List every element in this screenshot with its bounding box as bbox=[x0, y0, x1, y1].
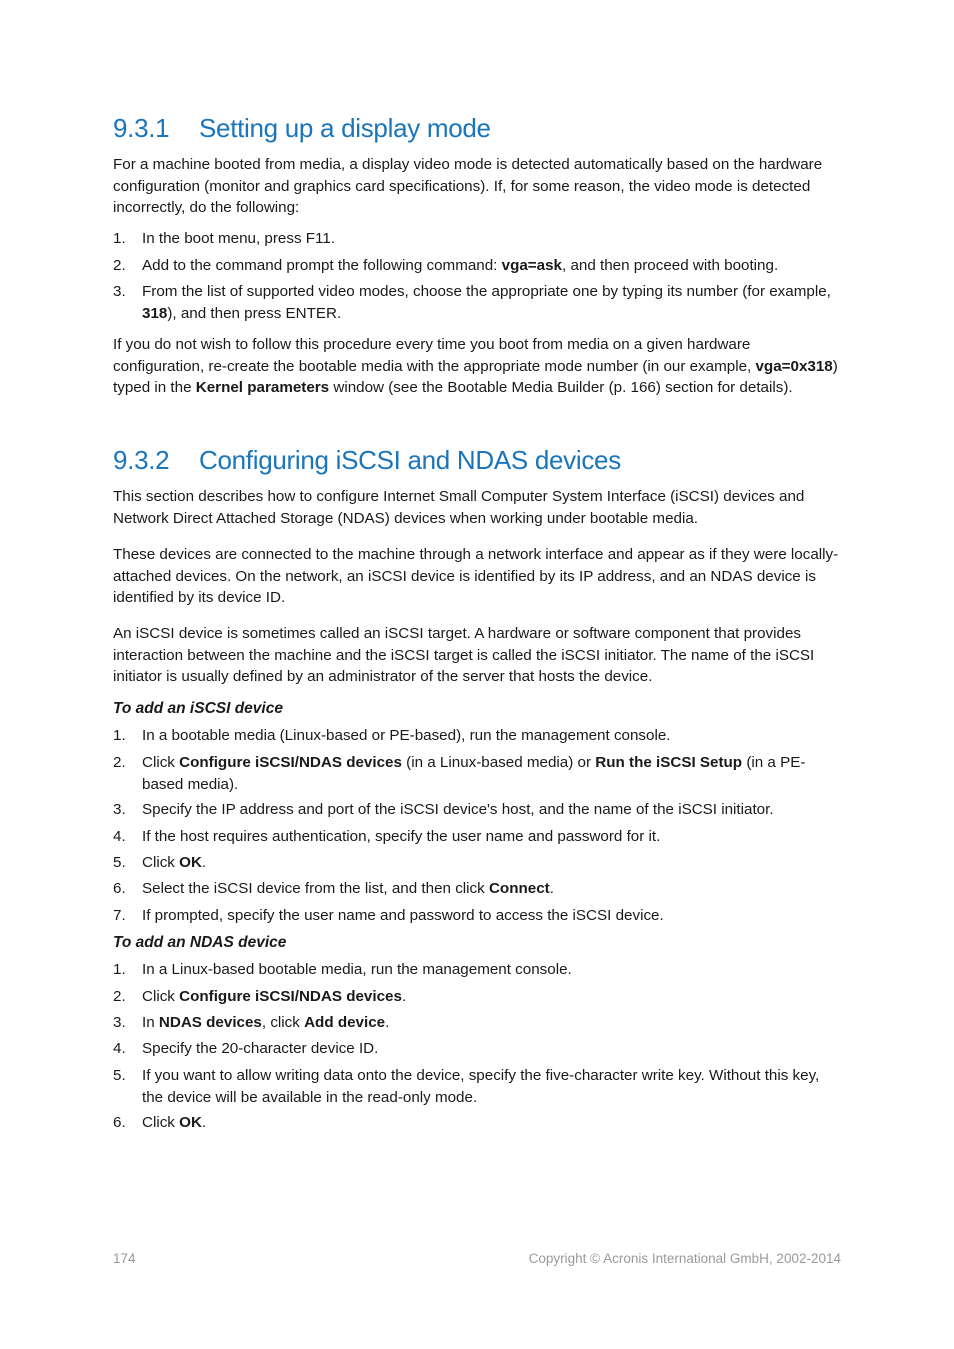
section-heading-iscsi-ndas bbox=[113, 445, 621, 476]
list-item: 2. Click Configure iSCSI/NDAS devices. bbox=[113, 988, 407, 1005]
section-number: 9.3.2 bbox=[113, 445, 170, 475]
copyright-notice: Copyright © Acronis International GmbH, 2002-2014 bbox=[528, 1251, 841, 1266]
list-item: 1. In a Linux-based bootable media, run the management console. bbox=[113, 961, 572, 978]
paragraph: An iSCSI device is sometimes called an iSCSI target. A hardware or software component that provides interaction between the machine and the iSCSI target is called the iSCSI initiator. The name of the iSCSI initiator is usually defined by an administrator of the server that hosts the device. bbox=[113, 625, 815, 685]
list-item: 1. In the boot menu, press F11. bbox=[113, 230, 336, 247]
subheading-add-iscsi: To add an iSCSI device bbox=[113, 700, 283, 717]
section-heading-display-mode bbox=[113, 113, 491, 144]
list-item: 4. Specify the 20-character device ID. bbox=[113, 1040, 379, 1057]
paragraph: This section describes how to configure Internet Small Computer System Interface (iSCSI) devices and Network Direct Attached Storage (NDAS) devices when working under bootable media. bbox=[113, 488, 805, 527]
list-item: 2. Add to the command prompt the following command: vga=ask, and then proceed with booting. bbox=[113, 257, 779, 274]
section-title: Configuring iSCSI and NDAS devices bbox=[199, 445, 621, 475]
command-text: vga=ask bbox=[501, 257, 563, 274]
list-item: 1. In a bootable media (Linux-based or PE-based), run the management console. bbox=[113, 727, 671, 744]
subheading-add-ndas: To add an NDAS device bbox=[113, 934, 287, 951]
list-item: 7. If prompted, specify the user name and password to access the iSCSI device. bbox=[113, 907, 664, 924]
list-item: 5. Click OK. bbox=[113, 854, 207, 871]
list-item: 6. Click OK. bbox=[113, 1114, 207, 1131]
section-title: Setting up a display mode bbox=[199, 113, 491, 143]
list-item: 3. In NDAS devices, click Add device. bbox=[113, 1014, 390, 1031]
section-number: 9.3.1 bbox=[113, 113, 170, 143]
list-item: 4. If the host requires authentication, specify the user name and password for it. bbox=[113, 828, 661, 845]
list-item: 2. Click Configure iSCSI/NDAS devices (in a Linux-based media) or Run the iSCSI Setup (in a PE-based media). bbox=[113, 754, 806, 793]
list-item: 5. If you want to allow writing data onto the device, specify the five-character write key. Without this key, the device will be available in the read-only mode. bbox=[113, 1067, 820, 1106]
page-number: 174 bbox=[113, 1251, 136, 1266]
intro-paragraph: For a machine booted from media, a display video mode is detected automatically based on the hardware configuration (monitor and graphics card specifications). If, for some reason, the video mode is detected incorrectly, do the following: bbox=[113, 156, 823, 216]
list-item: 3. From the list of supported video modes, choose the appropriate one by typing its number (for example, 318), and then press ENTER. bbox=[113, 283, 831, 322]
outro-paragraph: If you do not wish to follow this procedure every time you boot from media on a given hardware configuration, re-create the bootable media with the appropriate mode number (in our example, vga=0x318) typed in the Kernel parameters window (see the Bootable Media Builder (p. 166) section for details). bbox=[113, 336, 838, 396]
paragraph: These devices are connected to the machine through a network interface and appear as if they were locally-attached devices. On the network, an iSCSI device is identified by its IP address, and an NDAS device is identified by its device ID. bbox=[113, 546, 839, 606]
list-item: 3. Specify the IP address and port of the iSCSI device's host, and the name of the iSCSI initiator. bbox=[113, 801, 774, 818]
list-item: 6. Select the iSCSI device from the list, and then click Connect. bbox=[113, 880, 554, 897]
